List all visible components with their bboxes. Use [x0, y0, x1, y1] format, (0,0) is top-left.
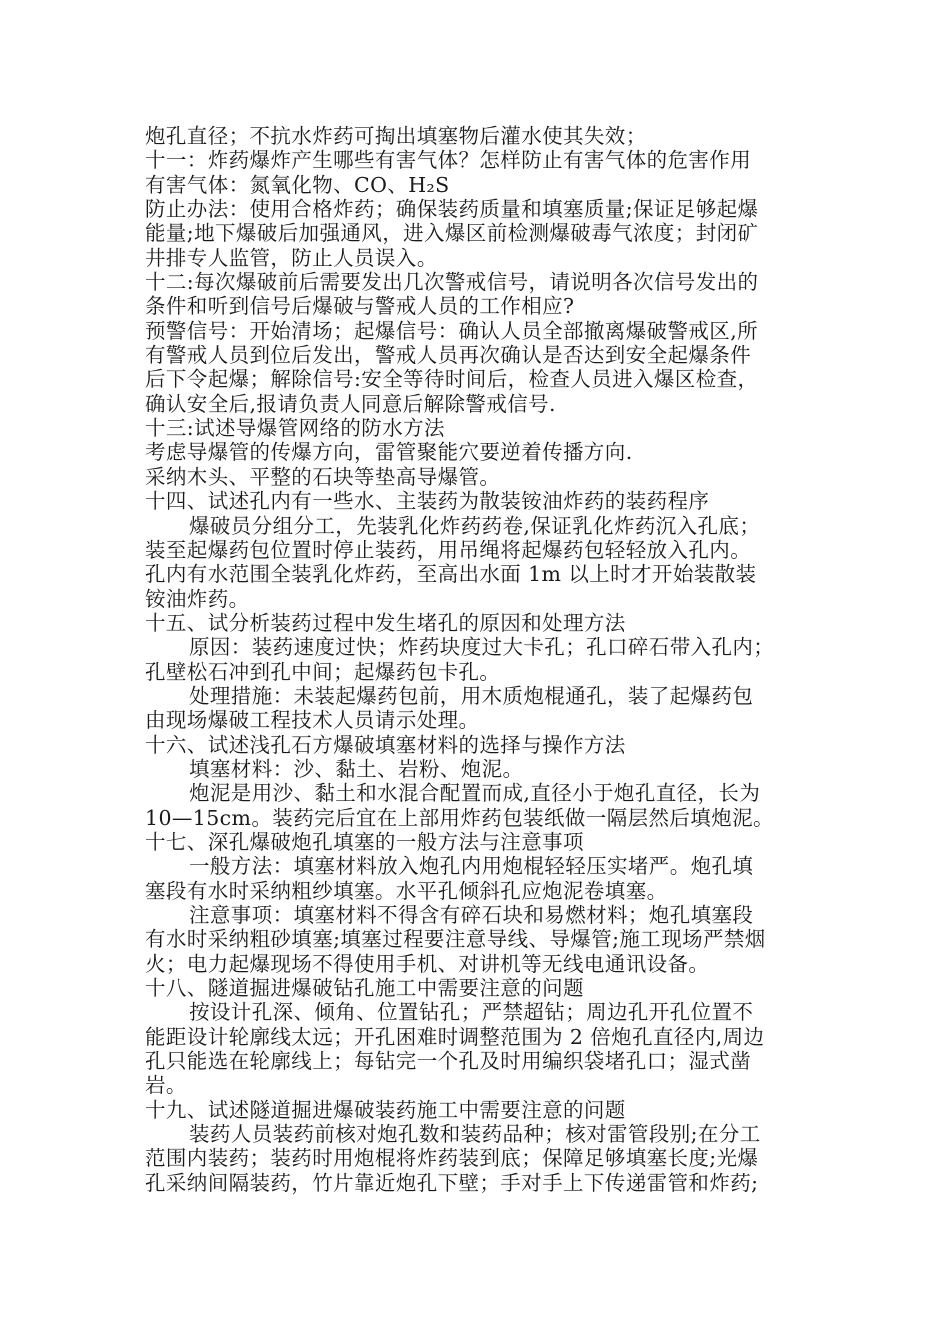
- text-line: 火；电力起爆现场不得使用手机、对讲机等无线电通讯设备。: [145, 951, 710, 976]
- question-heading-14: 十四、试述孔内有一些水、主装药为散装铵油炸药的装药程序: [145, 489, 710, 514]
- text-line: 塞段有水时采纳粗纱填塞。水平孔倾斜孔应炮泥卷填塞。: [145, 878, 668, 903]
- text-line: 井排专人监管，防止人员误入。: [145, 245, 438, 270]
- text-line: 孔只能选在轮廓线上；每钻完一个孔及时用编织袋堵孔口；湿式凿: [145, 1049, 752, 1074]
- text-line: 处理措施：未装起爆药包前，用木质炮棍通孔，装了起爆药包: [189, 683, 754, 708]
- text-line: 孔采纳间隔装药，竹片靠近炮孔下壁；手对手上下传递雷管和炸药;: [145, 1170, 759, 1195]
- question-heading-13: 十三:试述导爆管网络的防水方法: [145, 416, 445, 441]
- text-line: 原因：装药速度过快；炸药块度过大卡孔；孔口碎石带入孔内；: [189, 635, 775, 660]
- text-line: 爆破员分组分工，先装乳化炸药药卷,保证乳化炸药沉入孔底；: [189, 513, 761, 538]
- text-line: 能量;地下爆破后加强通风，进入爆区前检测爆破毒气浓度；封闭矿: [145, 221, 759, 246]
- question-heading-19: 十九、试述隧道掘进爆破装药施工中需要注意的问题: [145, 1097, 626, 1122]
- text-line: 考虑导爆管的传爆方向，雷管聚能穴要逆着传播方向.: [145, 440, 633, 465]
- text-line: 后下令起爆；解除信号:安全等待时间后，检查人员进入爆区检查，: [145, 367, 759, 392]
- text-line: 孔内有水范围全装乳化炸药，至高出水面 1m 以上时才开始装散装: [145, 562, 757, 587]
- text-line: 防止办法：使用合格炸药；确保装药质量和填塞质量;保证足够起爆: [145, 197, 759, 222]
- question-heading-12: 十二:每次爆破前后需要发出几次警戒信号，请说明各次信号发出的: [145, 270, 759, 295]
- text-line: 预警信号：开始清场；起爆信号：确认人员全部撤离爆破警戒区,所: [145, 318, 759, 343]
- text-line: 范围内装药；装药时用炮棍将炸药装到底；保障足够填塞长度;光爆: [145, 1146, 759, 1171]
- text-line: 填塞材料：沙、黏土、岩粉、炮泥。: [189, 756, 524, 781]
- question-heading-17: 十七、深孔爆破炮孔填塞的一般方法与注意事项: [145, 829, 584, 854]
- text-line: 炮泥是用沙、黏土和水混合配置而成,直径小于炮孔直径，长为: [189, 781, 761, 806]
- question-heading-11: 十一：炸药爆炸产生哪些有害气体？怎样防止有害气体的危害作用: [145, 148, 752, 173]
- question-heading-18: 十八、隧道掘进爆破钻孔施工中需要注意的问题: [145, 976, 584, 1001]
- document-body: [145, 124, 817, 1195]
- text-line: 条件和听到信号后爆破与警戒人员的工作相应?: [145, 294, 575, 319]
- question-heading-16: 十六、试述浅孔石方爆破填塞材料的选择与操作方法: [145, 732, 626, 757]
- text-line: 岩。: [145, 1073, 187, 1098]
- text-line: 采纳木头、平整的石块等垫高导爆管。: [145, 464, 501, 489]
- question-heading-15: 十五、试分析装药过程中发生堵孔的原因和处理方法: [145, 610, 626, 635]
- text-line: 装至起爆药包位置时停止装药，用吊绳将起爆药包轻轻放入孔内。: [145, 537, 752, 562]
- text-line: 有水时采纳粗砂填塞;填塞过程要注意导线、导爆管;施工现场严禁烟: [145, 927, 766, 952]
- text-line: 注意事项：填塞材料不得含有碎石块和易燃材料；炮孔填塞段: [189, 903, 754, 927]
- text-line: 有警戒人员到位后发出，警戒人员再次确认是否达到安全起爆条件: [145, 343, 752, 368]
- text-line: 由现场爆破工程技术人员请示处理。: [145, 708, 480, 733]
- text-line: 装药人员装药前核对炮孔数和装药品种；核对雷管段别;在分工: [189, 1122, 761, 1147]
- text-line: 一般方法：填塞材料放入炮孔内用炮棍轻轻压实堵严。炮孔填: [189, 854, 754, 879]
- text-line: 按设计孔深、倾角、位置钻孔；严禁超钻；周边孔开孔位置不: [189, 1000, 754, 1025]
- text-line: 炮孔直径；不抗水炸药可掏出填塞物后灌水使其失效；: [145, 124, 647, 148]
- text-line: 有害气体：氮氧化物、CO、H₂S: [145, 172, 450, 197]
- text-line: 确认安全后,报请负责人同意后解除警戒信号.: [145, 391, 556, 416]
- text-line: 铵油炸药。: [145, 586, 250, 611]
- text-line: 能距设计轮廓线太远；开孔困难时调整范围为 2 倍炮孔直径内,周边: [145, 1024, 765, 1049]
- text-line: 孔壁松石冲到孔中间；起爆药包卡孔。: [145, 659, 501, 684]
- text-line: 10—15cm。装药完后宜在上部用炸药包装纸做一隔层然后填炮泥。: [145, 805, 774, 830]
